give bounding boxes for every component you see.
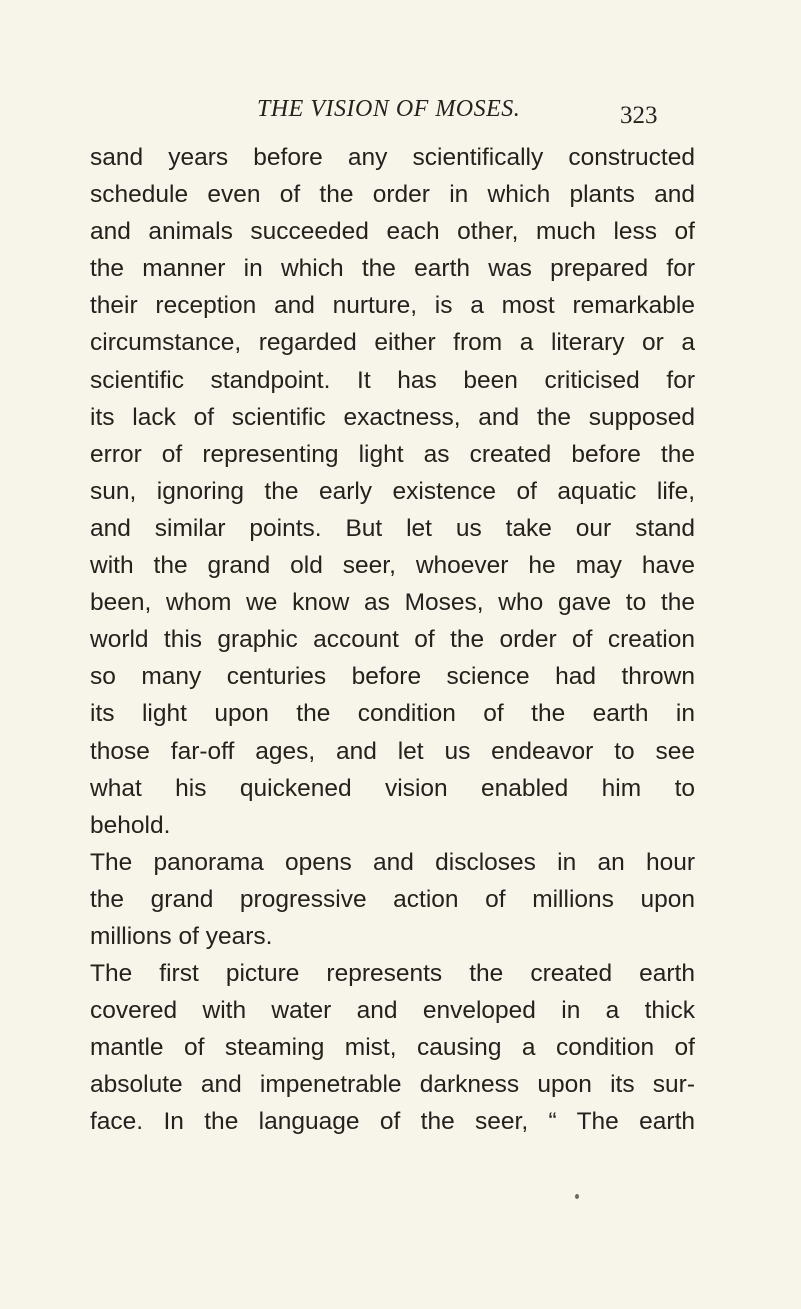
text-line: the manner in which the earth was prepared for: [90, 255, 695, 283]
text-line: face. In the language of the seer, “ The earth: [90, 1108, 695, 1136]
text-line: schedule even of the order in which plants and: [90, 181, 695, 209]
text-line: been, whom we know as Moses, who gave to the: [90, 589, 695, 617]
ink-speck: [575, 1194, 579, 1199]
text-line: and similar points. But let us take our stand: [90, 514, 695, 542]
text-line: those far-off ages, and let us endeavor to see: [90, 737, 695, 765]
text-line: mantle of steaming mist, causing a condition of: [90, 1034, 695, 1062]
body-text: [90, 139, 695, 1141]
text-line: absolute and impenetrable darkness upon its sur-: [90, 1071, 695, 1099]
text-line: with the grand old seer, whoever he may have: [90, 552, 695, 580]
text-line: behold.: [90, 811, 171, 839]
running-title: THE VISION OF MOSES.: [257, 96, 521, 122]
text-line: scientific standpoint. It has been criticised for: [90, 366, 695, 394]
text-line: its light upon the condition of the earth in: [90, 700, 695, 728]
text-line: its lack of scientific exactness, and the supposed: [90, 403, 695, 431]
text-line: sand years before any scientifically constructed: [90, 144, 695, 171]
text-line: millions of years.: [90, 922, 273, 950]
text-line: covered with water and enveloped in a thick: [90, 997, 695, 1025]
text-line: error of representing light as created before the: [90, 440, 695, 468]
text-line: world this graphic account of the order of creation: [90, 626, 695, 654]
text-line: sun, ignoring the early existence of aquatic life,: [90, 477, 695, 505]
text-line: so many centuries before science had thrown: [90, 663, 695, 691]
text-line: what his quickened vision enabled him to: [90, 774, 695, 802]
text-line: and animals succeeded each other, much less of: [90, 218, 695, 246]
text-line: circumstance, regarded either from a literary or a: [90, 329, 695, 357]
page-number: 323: [620, 102, 658, 129]
running-head: [0, 96, 801, 136]
text-line: The first picture represents the created earth: [90, 960, 695, 988]
text-line: the grand progressive action of millions upon: [90, 885, 695, 913]
text-line: their reception and nurture, is a most remarkable: [90, 292, 695, 320]
text-line: The panorama opens and discloses in an hour: [90, 848, 695, 876]
